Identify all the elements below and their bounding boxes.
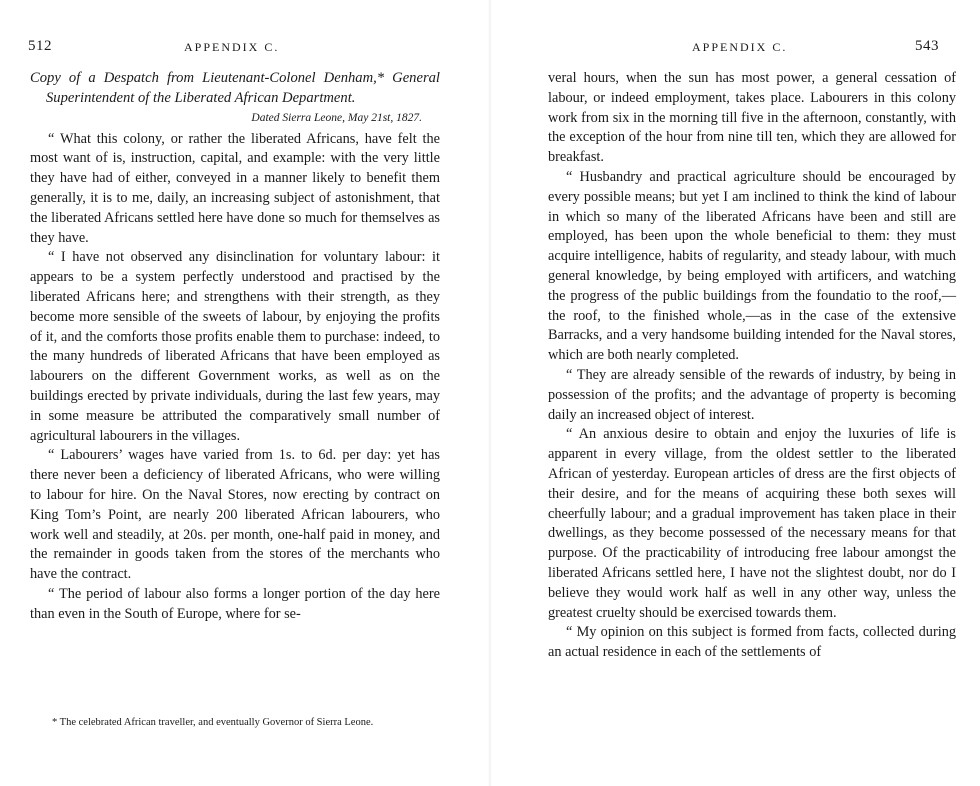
paragraph: “ Labourers’ wages have varied from 1s. to 6d. per day: yet has there never been a deficiency of liberated Africans, who were willing to labour for hire. On the Naval Stores, now erecting by contract on King Tom’s Point, are nearly 200 liberated African labourers, who work well and steadily, at 20s. per month, one-half paid in money, and the remainder in goods taken from the stores of the merchants who have the contract. [30,447,440,583]
right-page [490,0,980,786]
paragraph: “ What this colony, or rather the liberated Africans, have felt the most want of is, instruction, capital, and example: with the very little they have had of either, conveyed in a manner likely to benefit them generally, it is to me, daily, an increasing subject of astonishment, that the liberated Africans settled here have done so much for themselves as they have. [30,130,440,246]
page-number-left: 512 [28,38,52,54]
paragraph: “ They are already sensible of the rewards of industry, by being in possession of the profits; and the advantage of property is becoming daily an increased object of interest. [548,366,956,423]
dateline: Dated Sierra Leone, May 21st, 1827. [251,111,422,124]
despatch-title: Copy of a Despatch from Lieutenant-Colonel Denham,* General Superintendent of the Liberated African Department. [30,70,440,106]
paragraph: “ I have not observed any disinclination for voluntary labour: it appears to be a system perfectly understood and practised by the liberated Africans here; and strengthens with their strength, as they become more sensible of the sweets of labour, by enjoying the profits of it, and the comforts those profits enable them to purchase: indeed, to the many hundreds of liberated Africans that have been employed as labourers on the different Government works, as well as on the buildings erected by private individuals, during the last few years, may in some measure be attributed the comparatively small number of agricultural labourers in the villages. [30,249,440,444]
paragraph: “ Husbandry and practical agriculture should be encouraged by every possible means; but yet I am inclined to think the kind of labour in which so many of the liberated Africans have been and still are employed, has been upon the whole beneficial to them: they must acquire intelligence, habits of regularity, and steady labour, with much general knowledge, by being employed with artificers, and watching the progress of the public buildings from the foundatio to the roof,—the roof, to the finished whole,—as in the case of the extensive Barracks, and a very handsome building intended for the Naval stores, which are both nearly completed. [548,168,956,364]
continued-paragraph: veral hours, when the sun has most power, a general cessation of labour, or indeed employment, takes place. Labourers in this colony work from six in the morning till five in the afternoon, constantly, with the exception of the hour from nine till ten, which they are allowed for breakfast. [548,70,956,166]
paragraph: “ The period of labour also forms a longer portion of the day here than even in the South of Europe, where for se- [30,585,440,622]
paragraph: “ An anxious desire to obtain and enjoy the luxuries of life is apparent in every village, from the oldest settler to the liberated African of yesterday. European articles of dress are the first objects of their desire, and for the means of acquiring these both sexes will cheerfully labour; and a gradual improvement has taken place in their dwellings, as they become possessed of the necessary means for that purpose. Of the practicability of introducing free labour amongst the liberated Africans settled here, I have not the slightest doubt, nor do I believe they would work half as well in any other way, unless the greatest cruelty should be exercised towards them. [548,426,956,621]
page-number-right: 543 [915,38,939,54]
running-head-right: APPENDIX C. [692,40,788,54]
footnote: * The celebrated African traveller, and eventually Governor of Sierra Leone. [52,717,374,728]
left-page-body [30,69,440,625]
right-page-body [548,69,956,663]
running-head-left: APPENDIX C. [184,40,280,54]
paragraph: “ My opinion on this subject is formed from facts, collected during an actual residence in each of the settlements of [548,624,956,661]
